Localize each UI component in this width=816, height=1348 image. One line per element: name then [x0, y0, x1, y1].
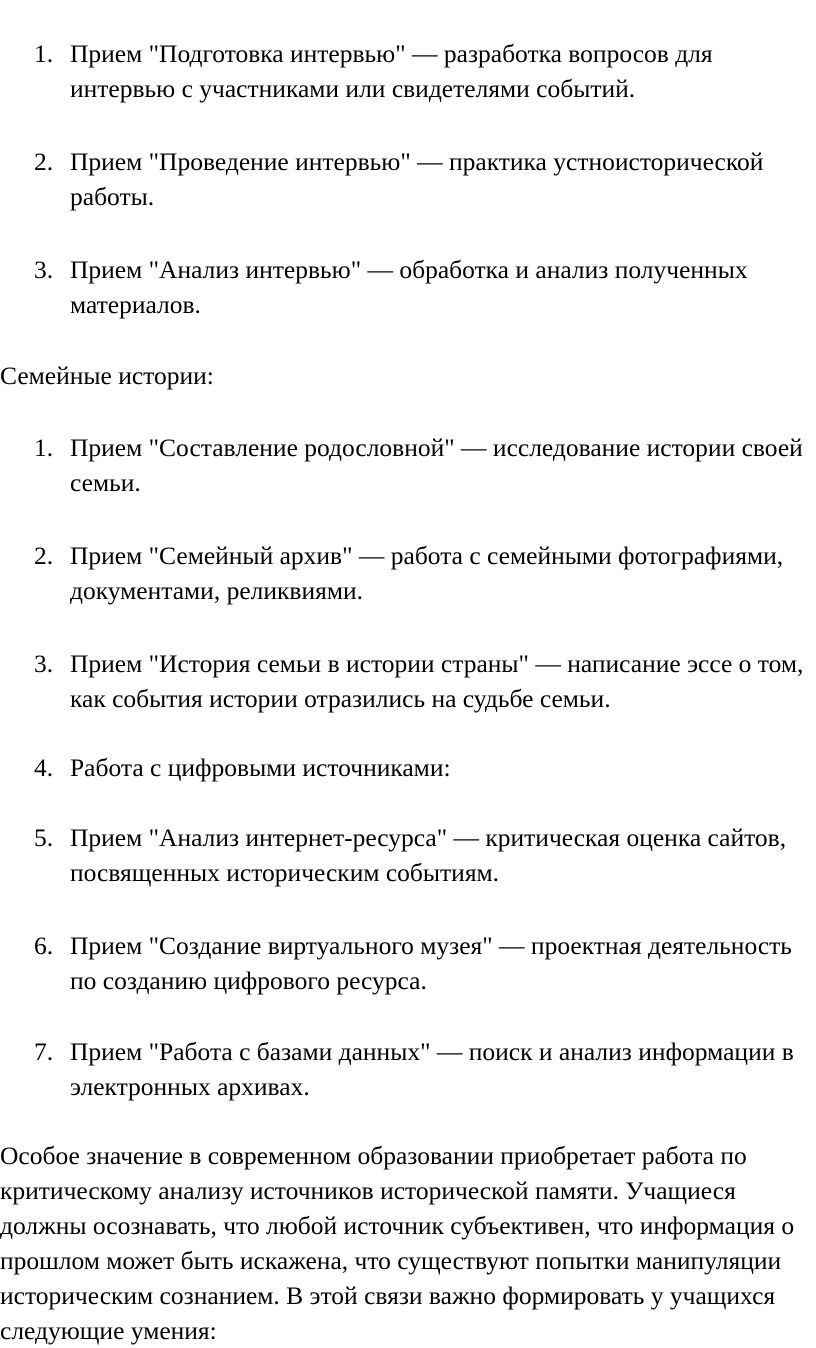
list-item	[0, 252, 816, 322]
list-number: 3.	[34, 255, 54, 284]
list-item-text: Прием "Семейный архив" — работа с семейными фотографиями, документами, реликвиями.	[70, 541, 784, 605]
list-number: 6.	[34, 931, 54, 960]
closing-paragraph: Особое значение в современном образовании приобретает работа по критическому анализу источников исторической памяти. Учащиеся должны осознавать, что любой источник субъективен, что информация о прошлом может быть искажена, что существуют попытки манипуляции историческим сознанием. В этой связи важно формировать у учащихся следующие умения:	[0, 1141, 795, 1345]
list-item-text: Прием "Анализ интервью" — обработка и анализ полученных материалов.	[70, 255, 748, 319]
list-number: 1.	[34, 39, 54, 68]
list-item-text: Прием "Работа с базами данных" — поиск и анализ информации в электронных архивах.	[70, 1037, 794, 1101]
list-item-text: Прием "История семьи в истории страны" — написание эссе о том, как события истории отразились на судьбе семьи.	[70, 649, 804, 713]
list-number: 3.	[34, 649, 54, 678]
list-item	[0, 820, 816, 890]
list-item	[0, 538, 816, 608]
list-item-text: Работа с цифровыми источниками:	[70, 753, 451, 782]
list-item	[0, 36, 816, 106]
list-item-text: Прием "Проведение интервью" — практика устноисторической работы.	[70, 147, 764, 211]
section-heading: Семейные истории:	[0, 361, 214, 390]
list-number: 2.	[34, 541, 54, 570]
list-number: 2.	[34, 147, 54, 176]
list-number: 4.	[34, 753, 54, 782]
list-item	[0, 430, 816, 500]
list-item	[0, 750, 816, 785]
list-item	[0, 144, 816, 214]
list-item-text: Прием "Подготовка интервью" — разработка вопросов для интервью с участниками или свидетелями событий.	[70, 39, 713, 103]
list-item-text: Прием "Создание виртуального музея" — проектная деятельность по созданию цифрового ресурса.	[70, 931, 792, 995]
list-number: 7.	[34, 1037, 54, 1066]
list-number: 5.	[34, 823, 54, 852]
list-item-text: Прием "Анализ интернет-ресурса" — критическая оценка сайтов, посвященных историческим событиям.	[70, 823, 787, 887]
list-item	[0, 928, 816, 998]
list-item-text: Прием "Составление родословной" — исследование истории своей семьи.	[70, 433, 803, 497]
list-item	[0, 646, 816, 716]
list-item	[0, 1034, 816, 1104]
list-number: 1.	[34, 433, 54, 462]
